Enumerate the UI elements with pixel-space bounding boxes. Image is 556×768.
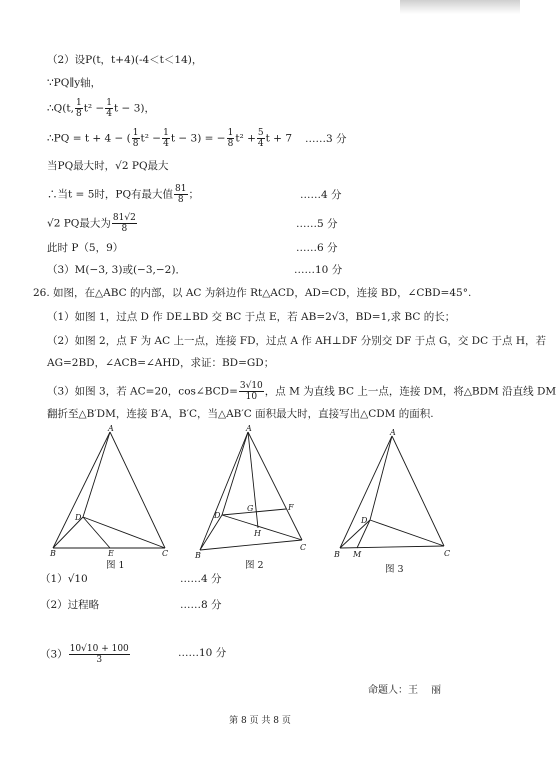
fig2-label-A: A <box>246 424 252 433</box>
answer-1-score: ……4 分 <box>180 573 222 585</box>
solution-line-5: 当PQ最大时，√2 PQ最大 <box>47 160 169 172</box>
fig3-label-C: C <box>444 549 451 558</box>
denominator: 4 <box>106 109 112 119</box>
denominator: 8 <box>227 139 234 149</box>
text-segment: （3）如图 3，若 AC=20，cos∠BCD= <box>47 385 238 398</box>
answer-3-label: （3） <box>40 648 68 661</box>
fig1-label-B: B <box>50 549 56 558</box>
author-signature: 命题人：王 丽 <box>368 685 442 696</box>
solution-line-6: ∴当t = 5时，PQ有最大值 $\frac{81}{8}$ ； <box>47 184 199 205</box>
fraction-five-fourths <box>257 128 265 149</box>
solution-line-1: （2）设P(t，t+4)(-4＜t＜14)， <box>47 54 203 66</box>
fig2-label-D: D <box>214 511 221 520</box>
figure-1 <box>48 424 178 558</box>
fig3-segment-AC <box>392 436 444 546</box>
numerator: 1 <box>132 128 139 138</box>
fig2-segment-AH <box>248 432 258 528</box>
text-segment: t² − <box>140 132 162 145</box>
denominator: 4 <box>163 139 169 149</box>
fig3-label-B: B <box>334 550 340 559</box>
denominator: 4 <box>257 139 264 149</box>
text-segment: t² − <box>83 102 105 115</box>
fig2-label-C: C <box>300 543 307 552</box>
fig2-segment-AD <box>222 432 248 515</box>
denominator: 3 <box>96 655 103 665</box>
question-26-part-1: （1）如图 1，过点 D 作 DE⊥BD 交 BC 于点 E，若 AB=2√3，BD=1,求 BC 的长； <box>47 311 456 323</box>
fraction-one-eighth <box>227 128 235 149</box>
denominator: 8 <box>132 139 139 149</box>
fraction-81-over-8 <box>174 184 187 205</box>
figure-3 <box>332 426 458 560</box>
text-segment: ∴PQ = t + 4 − ( <box>47 132 131 145</box>
fig2-segment-AB <box>200 432 248 550</box>
text-segment: t² + <box>235 132 256 145</box>
text-segment: t + 7 <box>265 132 292 145</box>
text-segment: t − 3) = − <box>170 132 226 145</box>
fig3-segment-AB <box>340 436 392 548</box>
fig2-segment-BD <box>200 515 222 550</box>
fig3-segment-BC <box>340 546 444 548</box>
question-26-title: 26. 如图，在△ABC 的内部，以 AC 为斜边作 Rt△ACD，AD=CD，连接 BD，∠CBD=45°. <box>33 287 472 299</box>
text-segment: t − 3)， <box>114 102 155 115</box>
solution-line-7 <box>47 213 138 234</box>
fig2-segment-AC <box>248 432 302 540</box>
solution-line-2: ∵PQ∥y轴， <box>47 77 102 89</box>
fraction-answer-3 <box>69 644 130 665</box>
answer-2-score: ……8 分 <box>180 599 222 611</box>
fraction-one-eighth <box>132 128 140 149</box>
fig2-label-B: B <box>195 551 201 560</box>
fraction-3root10-over-10 <box>239 381 264 402</box>
numerator: 81√2 <box>112 213 136 223</box>
fig2-label-H: H <box>254 529 261 538</box>
denominator: 8 <box>177 195 184 205</box>
text-segment: ∴Q(t, <box>47 102 74 115</box>
figure-2-caption: 图 2 <box>245 560 264 571</box>
fraction-one-fourth <box>162 128 170 149</box>
numerator: 3√10 <box>239 381 263 391</box>
numerator: 5 <box>257 128 264 138</box>
numerator: 81 <box>175 184 187 194</box>
numerator: 1 <box>75 98 82 108</box>
fig1-segment-AD <box>83 432 110 517</box>
fig1-label-E: E <box>108 549 114 558</box>
answer-2: （2）过程略 <box>40 599 100 611</box>
score-5: ……5 分 <box>296 218 338 230</box>
score-4: ……4 分 <box>300 189 342 201</box>
fraction-one-fourth <box>105 98 113 119</box>
question-26-part-3b: 翻折至△B′DM，连接 B′A，B′C，当△AB′C 面积最大时，直接写出△CDM 的面积. <box>47 408 434 420</box>
fig2-label-G: G <box>247 504 254 513</box>
fraction-one-eighth <box>75 98 83 119</box>
fig2-segment-DC <box>222 515 302 540</box>
fig3-segment-DC <box>370 520 444 546</box>
answer-1-value: √10 <box>67 573 88 585</box>
text-segment: √2 PQ最大为 <box>47 217 111 230</box>
page-corner-shadow <box>400 0 520 14</box>
text-segment: ∴当t = 5时，PQ有最大值 <box>47 188 174 201</box>
figure-3-caption: 图 3 <box>385 564 404 575</box>
solution-line-9: （3）M(−3, 3)或(−3,−2)． <box>47 264 186 276</box>
fig3-label-D: D <box>361 516 368 525</box>
fig1-label-D: D <box>75 513 82 522</box>
fig2-label-F: F <box>288 503 294 512</box>
score-3: ……3 分 <box>305 133 347 145</box>
score-6: ……6 分 <box>296 242 338 254</box>
question-26-part-2b: AG=2BD，∠ACB=∠AHD，求证：BD=GD； <box>47 357 275 369</box>
question-26-part-2a: （2）如图 2，点 F 为 AC 上一点，连接 FD，过点 A 作 AH⊥DF 分别交 DF 于点 G，交 DC 于点 H，若 <box>47 335 546 347</box>
denominator: 8 <box>121 224 128 234</box>
answer-1 <box>40 572 88 586</box>
fig1-segment-AB <box>53 432 110 548</box>
fig1-label-A: A <box>108 424 114 433</box>
fraction-81root2-over-8 <box>112 213 137 234</box>
text-segment: ，点 M 为直线 BC 上一点，连接 DM，将△BDM 沿直线 DM <box>264 385 556 398</box>
score-10: ……10 分 <box>294 264 343 276</box>
solution-line-3 <box>47 98 155 119</box>
solution-line-4 <box>47 128 292 149</box>
answer-3 <box>40 644 131 665</box>
numerator: 10√10 + 100 <box>69 644 129 654</box>
fig2-segment-BC <box>200 540 302 550</box>
fig3-label-M: M <box>353 550 362 559</box>
denominator: 10 <box>245 392 258 402</box>
fig1-label-C: C <box>162 549 169 558</box>
denominator: 8 <box>75 109 82 119</box>
answer-3-score: ……10 分 <box>178 647 227 659</box>
numerator: 1 <box>163 128 169 138</box>
figure-2 <box>192 424 312 558</box>
fig2-segment-DF <box>222 509 286 515</box>
figure-1-caption: 图 1 <box>106 560 125 571</box>
answer-1-label: （1） <box>40 573 68 585</box>
fig3-segment-AD <box>370 436 392 520</box>
fig3-label-A: A <box>390 428 396 437</box>
solution-line-8: 此时 P（5，9） <box>47 242 124 254</box>
numerator: 1 <box>227 128 234 138</box>
numerator: 1 <box>106 98 112 108</box>
page-footer: 第 8 页 共 8 页 <box>229 716 291 726</box>
question-26-part-3a <box>47 381 556 402</box>
